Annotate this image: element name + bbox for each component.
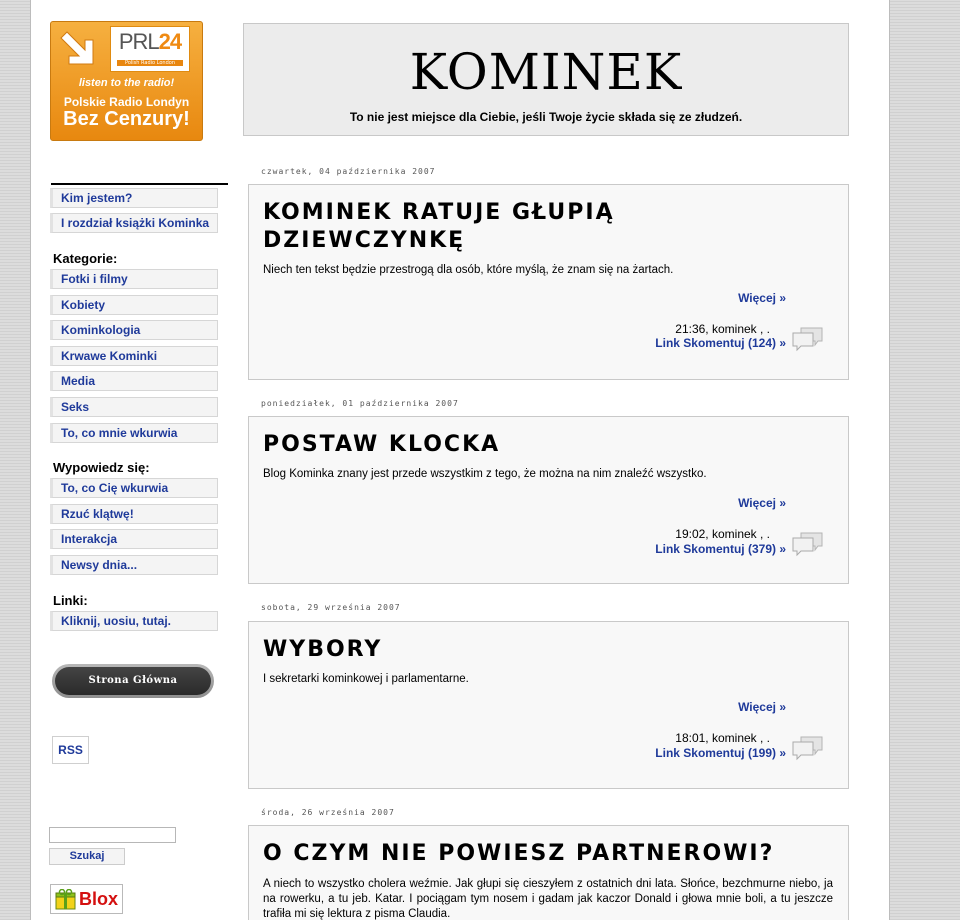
sidebar-item-category[interactable]: Fotki i filmy xyxy=(50,269,218,289)
blog-post xyxy=(248,621,849,789)
search-button[interactable]: Szukaj xyxy=(49,848,125,865)
post-title[interactable]: WYBORY xyxy=(263,637,383,662)
blog-post xyxy=(248,416,849,584)
post-links xyxy=(655,542,786,556)
sidebar-item-category[interactable]: Kobiety xyxy=(50,295,218,315)
rss-button[interactable]: RSS xyxy=(52,736,89,764)
post-excerpt: Blog Kominka znany jest przede wszystkim z tego, że można na nim znaleźć wszystko. xyxy=(263,468,707,480)
post-meta: 21:36, kominek , . xyxy=(675,322,770,336)
home-page-button-label: Strona Główna xyxy=(55,667,211,695)
post-links xyxy=(655,336,786,350)
blox-label: Blox xyxy=(79,889,119,909)
blog-header xyxy=(243,23,849,136)
promo-listen-text: listen to the radio! xyxy=(78,77,175,89)
search-input[interactable] xyxy=(49,827,176,843)
read-more-link[interactable]: Więcej » xyxy=(738,496,786,510)
post-excerpt: Niech ten tekst będzie przestrogą dla osób, które myślą, że znam się na żartach. xyxy=(263,264,674,276)
comment-link[interactable]: Skomentuj (199) » xyxy=(683,746,786,760)
promo-slogan-text: Bez Cenzury! xyxy=(63,108,190,130)
blog-post xyxy=(248,825,849,920)
categories-heading: Kategorie: xyxy=(53,251,118,266)
post-date: czwartek, 04 października 2007 xyxy=(261,167,436,176)
radio-promo-banner[interactable] xyxy=(50,21,203,141)
sidebar-item-link[interactable]: Kliknij, uosiu, tutaj. xyxy=(50,611,218,631)
read-more-link[interactable]: Więcej » xyxy=(738,700,786,714)
gift-box-icon xyxy=(55,889,76,910)
permalink-link[interactable]: Link xyxy=(655,336,680,350)
post-date: środa, 26 września 2007 xyxy=(261,808,395,817)
post-date: sobota, 29 września 2007 xyxy=(261,603,401,612)
sidebar-item-speak[interactable]: Rzuć klątwę! xyxy=(50,504,218,524)
arrow-down-right-icon xyxy=(57,28,97,68)
permalink-link[interactable]: Link xyxy=(655,542,680,556)
post-title[interactable]: KOMINEK RATUJE GŁUPIĄ DZIEWCZYNKĘ xyxy=(263,200,615,253)
sidebar-item-speak[interactable]: Interakcja xyxy=(50,529,218,549)
comment-link[interactable]: Skomentuj (379) » xyxy=(683,542,786,556)
prl24-logo: PRL24 Polish Radio London xyxy=(110,26,190,72)
read-more-link[interactable]: Więcej » xyxy=(738,291,786,305)
comment-bubble-icon[interactable] xyxy=(791,531,824,557)
permalink-link[interactable]: Link xyxy=(655,746,680,760)
post-meta: 19:02, kominek , . xyxy=(675,527,770,541)
promo-station-text: Polskie Radio Londyn xyxy=(63,95,190,109)
comment-link[interactable]: Skomentuj (124) » xyxy=(683,336,786,350)
post-meta: 18:01, kominek , . xyxy=(675,731,770,745)
sidebar-item-category[interactable]: Krwawe Kominki xyxy=(50,346,218,366)
blog-title[interactable]: KOMINEK xyxy=(409,43,683,101)
sidebar-item-kim-jestem[interactable]: Kim jestem? xyxy=(50,188,218,208)
comment-bubble-icon[interactable] xyxy=(791,326,824,352)
post-title[interactable]: POSTAW KLOCKA xyxy=(263,432,501,457)
sidebar-item-category[interactable]: To, co mnie wkurwia xyxy=(50,423,218,443)
post-title[interactable]: O CZYM NIE POWIESZ PARTNEROWI? xyxy=(263,841,775,866)
speak-heading: Wypowiedz się: xyxy=(53,460,150,475)
page xyxy=(30,0,890,920)
links-heading: Linki: xyxy=(53,593,88,608)
sidebar-item-speak[interactable]: Newsy dnia... xyxy=(50,555,218,575)
comment-bubble-icon[interactable] xyxy=(791,735,824,761)
sidebar-item-category[interactable]: Media xyxy=(50,371,218,391)
blog-post xyxy=(248,184,849,380)
sidebar-item-speak[interactable]: To, co Cię wkurwia xyxy=(50,478,218,498)
sidebar-item-category[interactable]: Seks xyxy=(50,397,218,417)
post-excerpt: I sekretarki kominkowej i parlamentarne. xyxy=(263,673,469,685)
post-excerpt: A niech to wszystko cholera weźmie. Jak głupi się cieszyłem z ostatnich dni lata. Słońce, bezchmurne niebo, ja na rowerku, a tu jeb. Katar. I pociągam tym nosem i gadam jak kaczor Donald i głowa mnie boli, a tu jeszcze trafiła mi się lektura z pisma Claudia. xyxy=(263,878,833,920)
sidebar-divider xyxy=(51,183,228,185)
post-links xyxy=(655,746,786,760)
post-date: poniedziałek, 01 października 2007 xyxy=(261,399,459,408)
sidebar-item-rozdzial-ksiazki[interactable]: I rozdział książki Kominka xyxy=(50,213,218,233)
blog-tagline: To nie jest miejsce dla Ciebie, jeśli Twoje życie składa się ze złudzeń. xyxy=(349,110,743,124)
blox-badge[interactable] xyxy=(50,884,123,914)
home-page-button[interactable] xyxy=(52,664,214,698)
sidebar-item-category[interactable]: Kominkologia xyxy=(50,320,218,340)
